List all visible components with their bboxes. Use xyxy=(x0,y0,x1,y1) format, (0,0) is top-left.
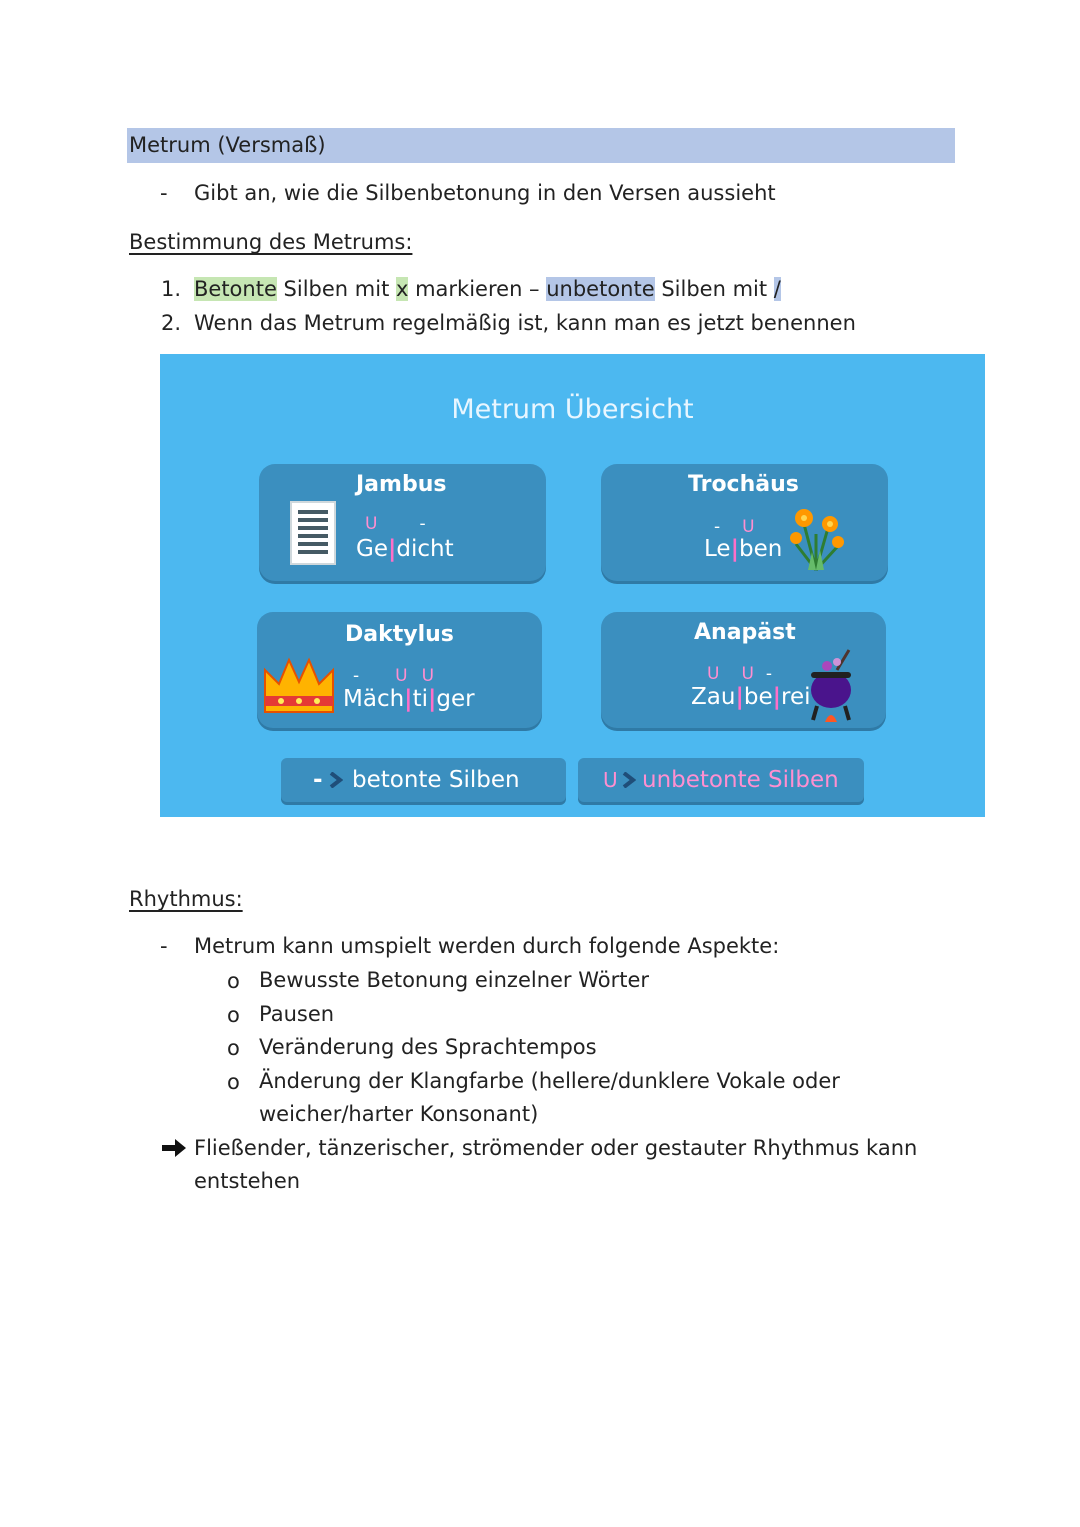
card-title-daktylus: Daktylus xyxy=(345,622,454,647)
metrum-heading-bar xyxy=(127,128,955,163)
syllable: Mäch xyxy=(343,686,405,712)
step-2-number: 2. xyxy=(161,311,182,335)
aspect-item: Pausen xyxy=(259,1002,335,1026)
syllable: Zau xyxy=(691,684,736,710)
legend-u-symbol: U xyxy=(603,768,618,792)
aspect-item-continued: weicher/harter Konsonant) xyxy=(259,1102,539,1126)
legend-stressed-label: betonte Silben xyxy=(352,767,520,793)
syllable: ti xyxy=(412,686,428,712)
bestimmung-heading: Bestimmung des Metrums: xyxy=(129,230,413,254)
card-title-jambus: Jambus xyxy=(356,472,447,497)
card-marks-daktylus xyxy=(353,666,436,686)
step-1-text-c: Silben mit xyxy=(654,277,774,301)
metrum-definition: Gibt an, wie die Silbenbetonung in den Versen aussieht xyxy=(194,181,776,205)
card-jambus xyxy=(259,464,546,581)
card-word-daktylus: Mäch|ti|ger xyxy=(343,686,475,712)
metrum-heading: Metrum (Versmaß) xyxy=(129,133,326,157)
card-word-jambus: Ge|dicht xyxy=(356,536,454,562)
legend-dash-symbol: - xyxy=(313,767,323,793)
card-marks-trochaeus xyxy=(714,517,757,537)
mark-u: U xyxy=(741,664,756,684)
mark-dash: - xyxy=(765,664,775,684)
syllable: dicht xyxy=(396,536,454,562)
document-icon xyxy=(289,500,339,568)
mark-dash: - xyxy=(353,666,362,686)
syllable: ben xyxy=(738,536,783,562)
card-title-trochaeus: Trochäus xyxy=(688,472,799,497)
mark-dash: - xyxy=(419,514,428,534)
sub-bullet-marker: o xyxy=(227,1070,240,1094)
metrum-overview-graphic xyxy=(160,354,985,817)
step-1-number: 1. xyxy=(161,277,182,301)
mark-u: U xyxy=(421,666,437,686)
card-trochaeus xyxy=(601,464,888,581)
sub-bullet-marker: o xyxy=(227,1036,240,1060)
step-1 xyxy=(194,275,781,303)
rhythmus-conclusion-continued: entstehen xyxy=(194,1169,301,1193)
step-1-text-b: markieren – xyxy=(408,277,547,301)
crown-icon xyxy=(261,652,337,716)
card-marks-jambus xyxy=(365,514,428,534)
arrow-right-icon xyxy=(161,1138,187,1158)
legend-unstressed-label: unbetonte Silben xyxy=(642,767,839,793)
cauldron-icon xyxy=(807,648,857,724)
mark-u: U xyxy=(742,517,757,537)
mark-dash: - xyxy=(714,517,723,537)
aspect-item: Veränderung des Sprachtempos xyxy=(259,1035,597,1059)
rhythmus-conclusion: Fließender, tänzerischer, strömender oder gestauter Rhythmus kann xyxy=(194,1136,918,1160)
card-title-anapaest: Anapäst xyxy=(694,620,796,645)
card-word-trochaeus: Le|ben xyxy=(704,536,783,562)
card-word-anapaest: Zau|be|rei xyxy=(691,684,811,710)
step-1-text-a: Silben mit xyxy=(276,277,396,301)
chevron-right-icon xyxy=(622,772,636,788)
flowers-icon xyxy=(786,504,848,572)
graphic-title: Metrum Übersicht xyxy=(451,394,694,425)
mark-u: U xyxy=(395,666,410,686)
rhythmus-intro: Metrum kann umspielt werden durch folgende Aspekte: xyxy=(194,934,780,958)
step-1-slash-mark: / xyxy=(773,277,781,301)
bullet-dash: - xyxy=(160,934,168,958)
sub-bullet-marker: o xyxy=(227,1003,240,1027)
card-daktylus xyxy=(257,612,542,728)
sub-bullet-marker: o xyxy=(227,969,240,993)
aspect-item: Änderung der Klangfarbe (hellere/dunklere Vokale oder xyxy=(259,1069,840,1093)
syllable: Ge xyxy=(356,536,388,562)
aspect-item: Bewusste Betonung einzelner Wörter xyxy=(259,968,650,992)
card-anapaest xyxy=(601,612,886,728)
mark-u: U xyxy=(707,664,722,684)
syllable: ger xyxy=(436,686,475,712)
step-1-betonte: Betonte xyxy=(194,277,277,301)
rhythmus-heading: Rhythmus: xyxy=(129,887,243,911)
card-marks-anapaest xyxy=(707,664,774,684)
chevron-right-icon xyxy=(329,772,343,788)
syllable: Le xyxy=(704,536,731,562)
step-2: Wenn das Metrum regelmäßig ist, kann man es jetzt benennen xyxy=(194,311,856,335)
step-1-x-mark: x xyxy=(395,277,409,301)
bullet-dash: - xyxy=(160,181,168,205)
legend-stressed xyxy=(281,758,566,802)
syllable: rei xyxy=(781,684,811,710)
syllable: be xyxy=(743,684,773,710)
mark-u: U xyxy=(365,514,380,534)
legend-unstressed xyxy=(578,758,864,802)
step-1-unbetonte: unbetonte xyxy=(546,277,655,301)
